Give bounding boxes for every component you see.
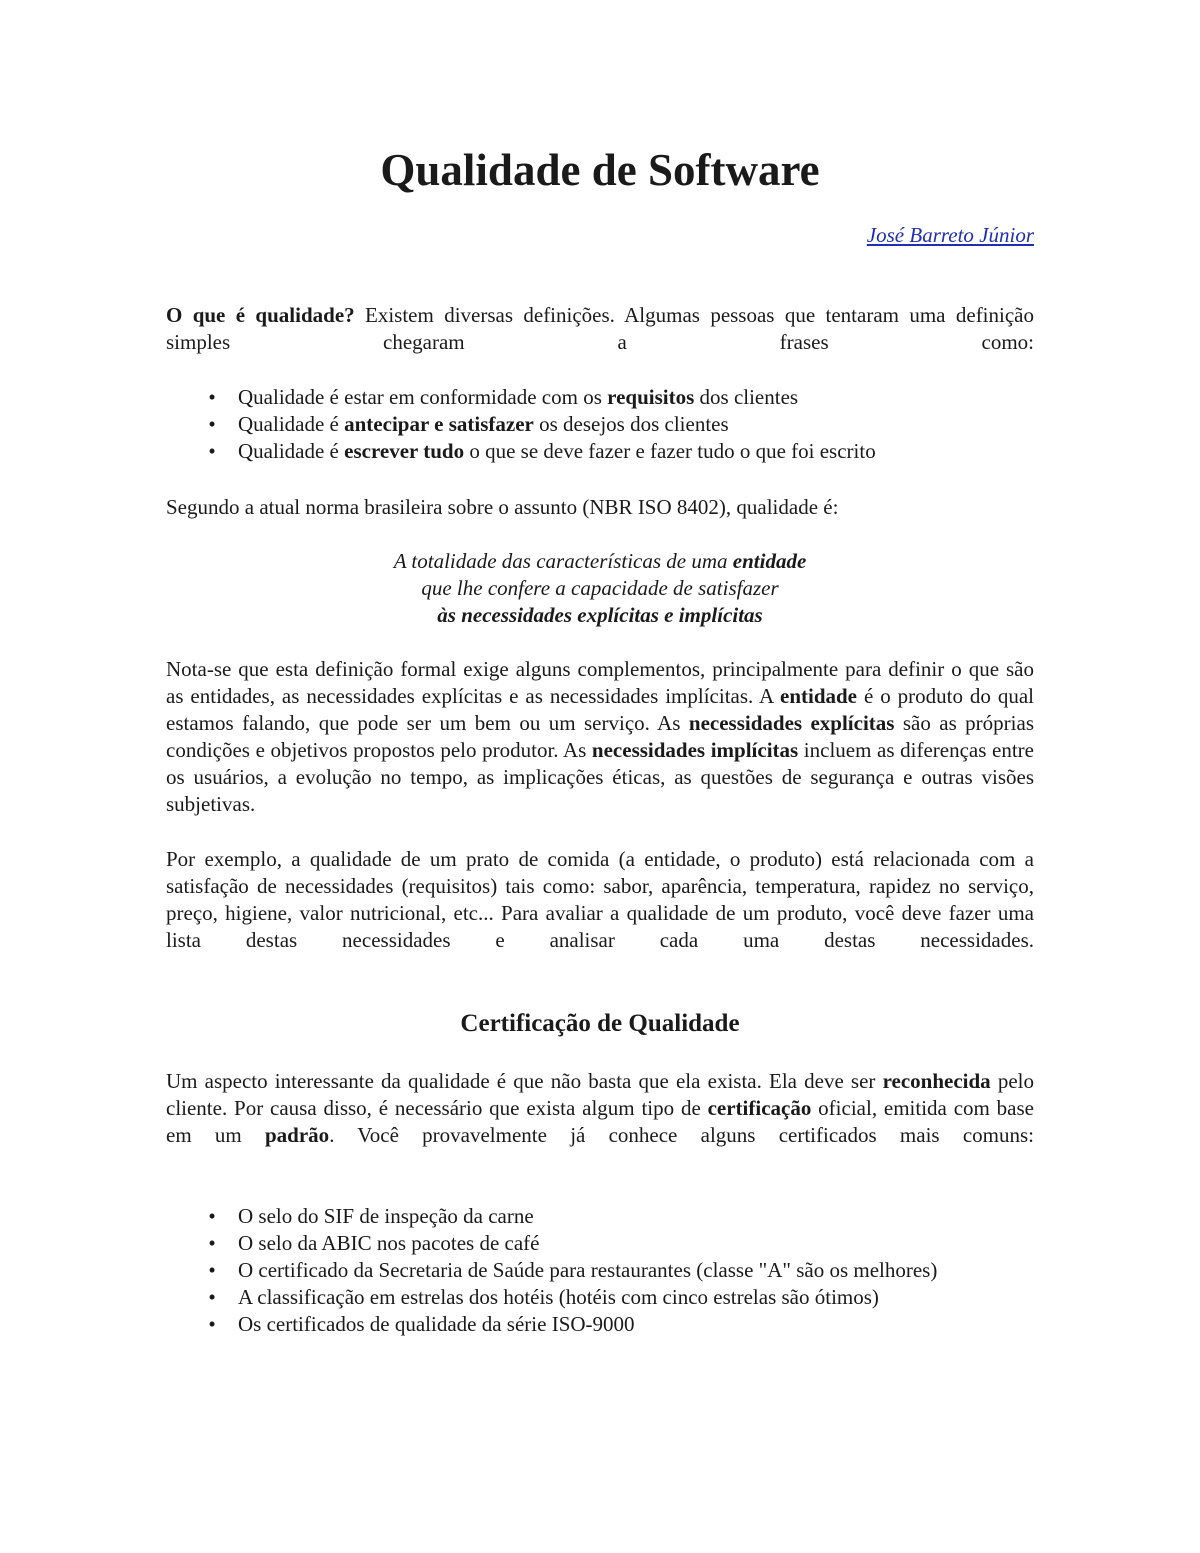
quality-definitions-list <box>166 384 1034 465</box>
page-title: Qualidade de Software <box>380 145 820 195</box>
paragraph-definition-notes: Nota-se que esta definição formal exige alguns complementos, principalmente para definir o que são as entidades, as necessidades explícitas e as necessidades implícitas. A entidade é o produto do qual estamos falando, que pode ser um bem ou um serviço. As necessidades explícitas são as próprias condições e objetivos propostos pelo produtor. As necessidades implícitas incluem as diferenças entre os usuários, a evolução no tempo, as implicações éticas, as questões de segurança e outras visões subjetivas. <box>166 657 1034 816</box>
bullet-icon: • <box>208 412 216 436</box>
author-line <box>166 222 1034 249</box>
norm-quote <box>166 548 1034 629</box>
list-item: • Qualidade é escrever tudo o que se deve fazer e fazer tudo o que foi escrito <box>166 438 1034 465</box>
bullet-icon: • <box>208 1204 216 1228</box>
list-item: • O selo da ABIC nos pacotes de café <box>166 1230 1034 1257</box>
list-item: • O selo do SIF de inspeção da carne <box>166 1203 1034 1230</box>
list-item: • Qualidade é estar em conformidade com os requisitos dos clientes <box>166 384 1034 411</box>
paragraph-example: Por exemplo, a qualidade de um prato de comida (a entidade, o produto) está relacionada com a satisfação de necessidades (requisitos) tais como: sabor, aparência, temperatura, rapidez no serviço, preço, higiene, valor nutricional, etc... Para avaliar a qualidade de um produto, você deve fazer uma lista destas necessidades e analisar cada uma destas necessidades. <box>166 847 1034 952</box>
norm-sentence: Segundo a atual norma brasileira sobre o assunto (NBR ISO 8402), qualidade é: <box>166 495 839 519</box>
certificates-list <box>166 1203 1034 1338</box>
section-title-certification: Certificação de Qualidade <box>460 1010 740 1037</box>
bullet-icon: • <box>208 1231 216 1255</box>
list-item: • Os certificados de qualidade da série ISO-9000 <box>166 1311 1034 1338</box>
list-item: • Qualidade é antecipar e satisfazer os desejos dos clientes <box>166 411 1034 438</box>
intro-paragraph <box>166 302 1034 383</box>
quote-line-2: que lhe confere a capacidade de satisfazer <box>421 576 779 600</box>
quote-line-3: às necessidades explícitas e implícitas <box>437 603 763 627</box>
bullet-icon: • <box>208 1285 216 1309</box>
quote-line-1: A totalidade das características de uma entidade <box>393 549 807 573</box>
list-item: • O certificado da Secretaria de Saúde para restaurantes (classe "A" são os melhores) <box>166 1257 1034 1284</box>
author-link[interactable]: José Barreto Júnior <box>866 223 1034 247</box>
list-item: • A classificação em estrelas dos hotéis (hotéis com cinco estrelas são ótimos) <box>166 1284 1034 1311</box>
bullet-icon: • <box>208 385 216 409</box>
bullet-icon: • <box>208 439 216 463</box>
intro-text: Existem diversas definições. Algumas pessoas que tentaram uma definição simples chegaram a frases como: <box>166 303 1034 354</box>
bullet-icon: • <box>208 1258 216 1282</box>
intro-lead: O que é qualidade? <box>166 303 355 327</box>
paragraph-certification: Um aspecto interessante da qualidade é que não basta que ela exista. Ela deve ser reconhecida pelo cliente. Por causa disso, é necessário que exista algum tipo de certificação oficial, emitida com base em um padrão. Você provavelmente já conhece alguns certificados mais comuns: <box>166 1069 1034 1147</box>
bullet-icon: • <box>208 1312 216 1336</box>
